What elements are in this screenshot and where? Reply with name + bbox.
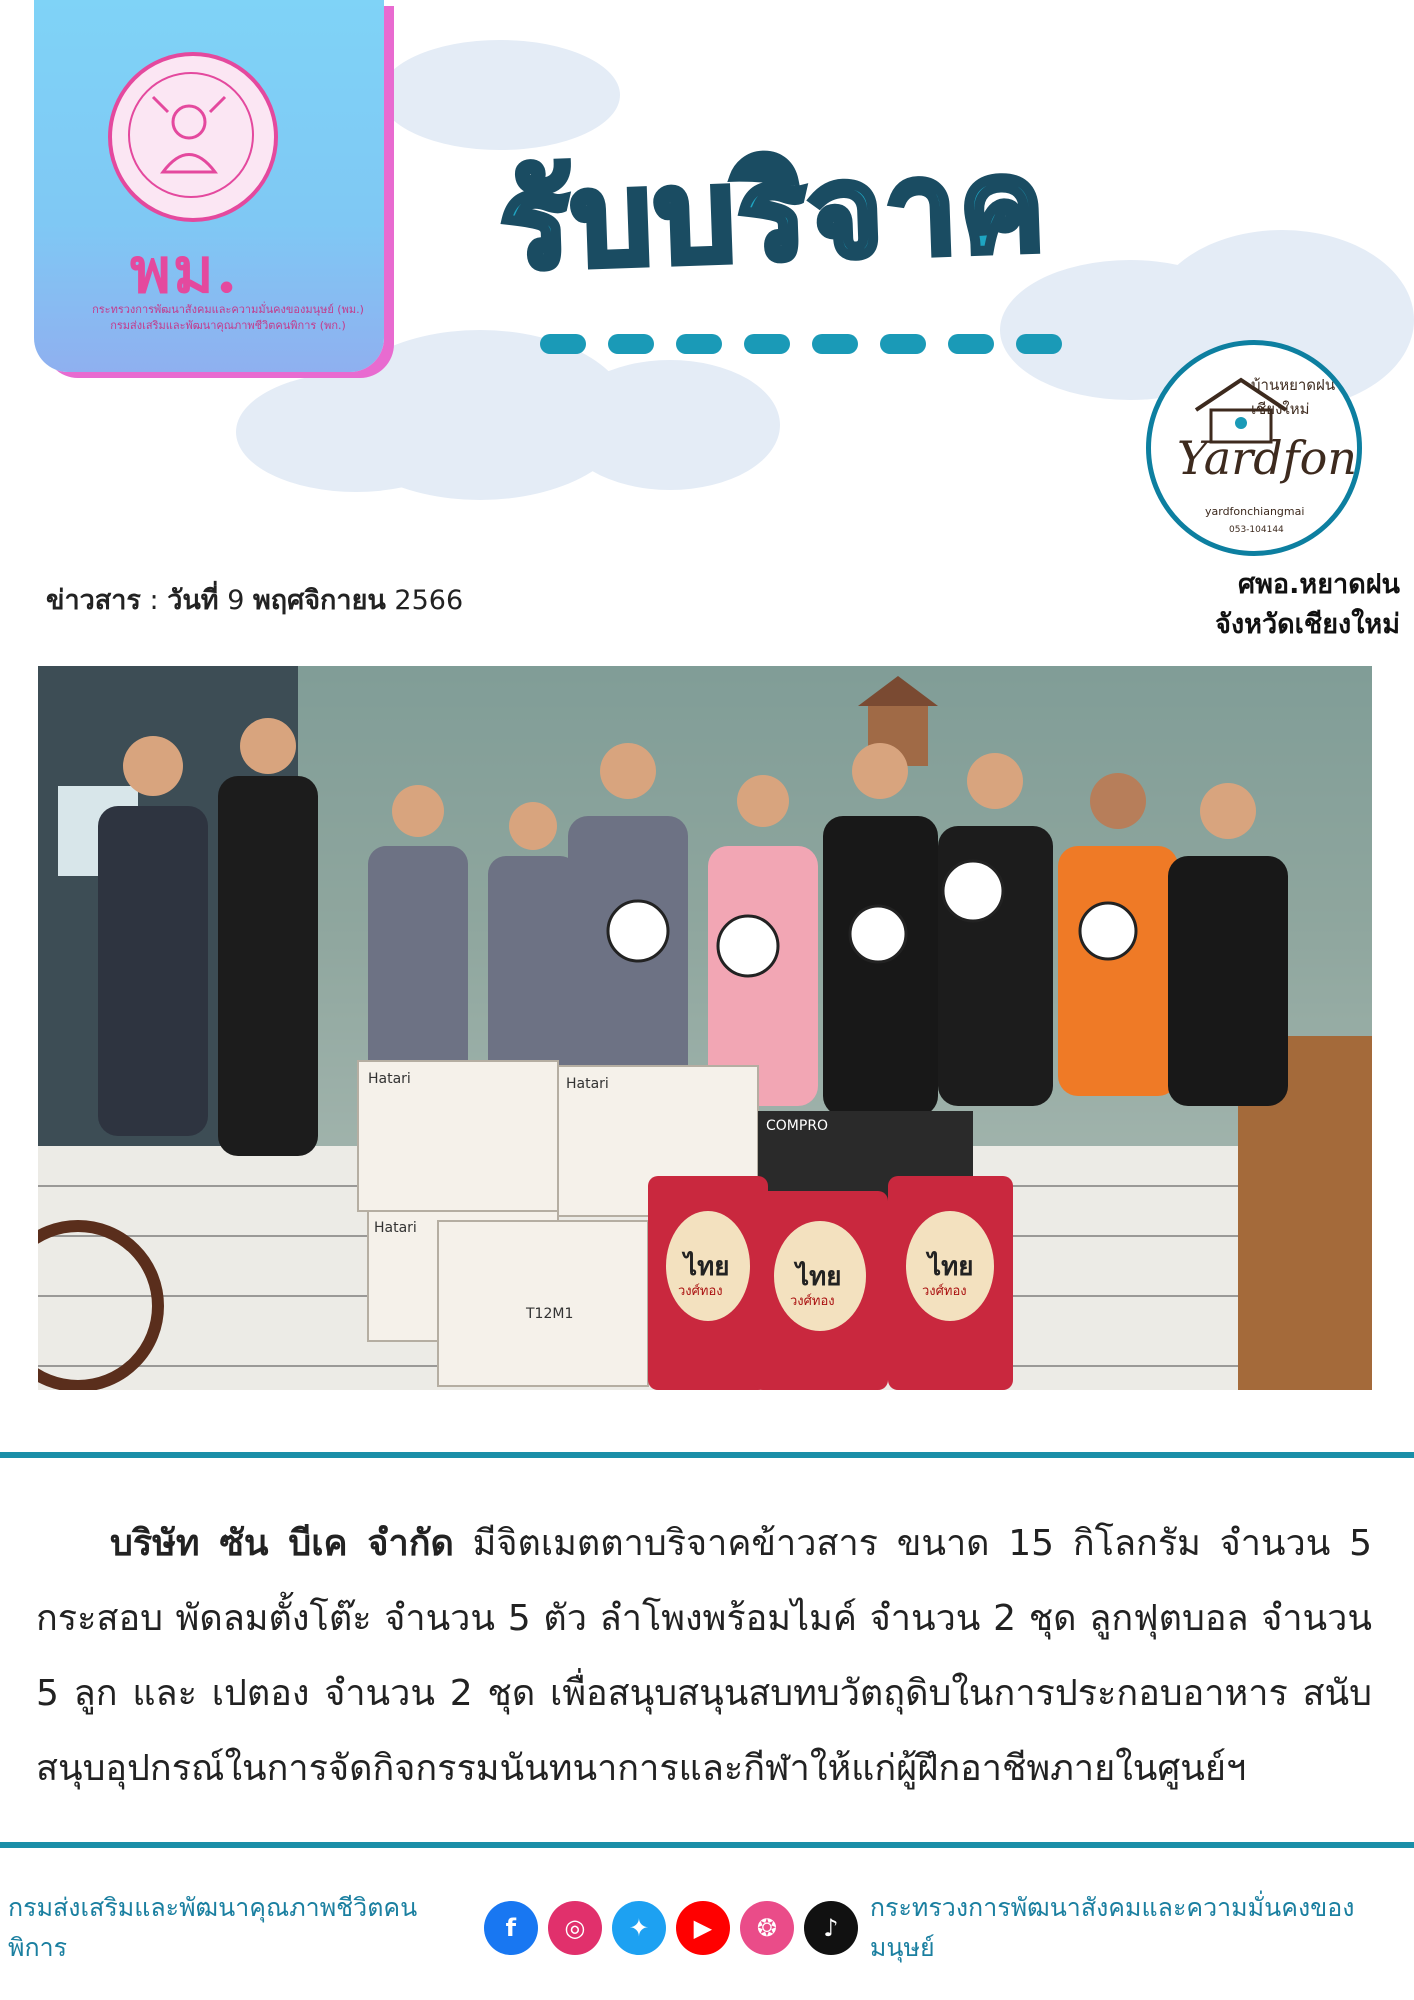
rice-brand-1: ไทย bbox=[684, 1252, 730, 1282]
social-icons bbox=[484, 1901, 858, 1955]
divider-bottom bbox=[0, 1842, 1414, 1848]
fan-box-brand-2: Hatari bbox=[566, 1076, 609, 1092]
page-title: รับบริจาค bbox=[497, 130, 1049, 299]
twitter-icon[interactable]: ✦ bbox=[612, 1901, 666, 1955]
facebook-icon[interactable]: f bbox=[484, 1901, 538, 1955]
date-month: พฤศจิกายน bbox=[252, 585, 386, 616]
fan-box-model: T12M1 bbox=[526, 1306, 574, 1322]
ministry-name-line1: กระทรวงการพัฒนาสังคมและความมั่นคงของมนุษย์ (พม.) bbox=[92, 303, 364, 316]
donor-company: บริษัท ซัน บีเค จำกัด bbox=[110, 1523, 454, 1564]
donation-text: มีจิตเมตตาบริจาคข้าวสาร ขนาด 15 กิโลกรัม จำนวน 5 กระสอบ พัดลมตั้งโต๊ะ จำนวน 5 ตัว ลำโพงพร้อมไมค์ จำนวน 2 ชุด ลูกฟุตบอล จำนวน 5 ลูก และ เปตอง จำนวน 2 ชุด เพื่อสนุบสนุนสบทบวัตถุดิบในการประกอบอาหาร สนับสนุบอุปกรณ์ในการจัดกิจกรรมนันทนาการและกีฬาให้แก่ผู้ฝึกอาชีพภายในศูนย์ฯ bbox=[36, 1523, 1373, 1789]
date-day: 9 bbox=[218, 585, 253, 616]
tiktok-icon[interactable]: ♪ bbox=[804, 1901, 858, 1955]
instagram-icon[interactable]: ◎ bbox=[548, 1901, 602, 1955]
news-date-line bbox=[46, 578, 463, 621]
fan-box-brand-3: Hatari bbox=[374, 1220, 417, 1236]
divider-top bbox=[0, 1452, 1414, 1458]
donation-photo bbox=[38, 666, 1372, 1390]
date-year: 2566 bbox=[385, 585, 464, 616]
yardfon-logo bbox=[1146, 340, 1362, 556]
date-prefix: วันที่ bbox=[167, 585, 219, 616]
rice-sub-2: วงศ์ทอง bbox=[790, 1294, 835, 1309]
ministry-name-line2: กรมส่งเสริมและพัฒนาคุณภาพชีวิตคนพิการ (พก.) bbox=[110, 319, 346, 332]
yardfon-name: Yardfon bbox=[1177, 431, 1358, 485]
dribbble-icon[interactable]: ❂ bbox=[740, 1901, 794, 1955]
rice-sub-1: วงศ์ทอง bbox=[678, 1284, 723, 1299]
footer-right-text: กระทรวงการพัฒนาสังคมและความมั่นคงของมนุษย์ bbox=[869, 1893, 1355, 1962]
org-name bbox=[1100, 565, 1400, 645]
ministry-seal-icon bbox=[108, 52, 278, 222]
rice-brand-3: ไทย bbox=[928, 1252, 974, 1282]
footer-bar bbox=[0, 1894, 1414, 1962]
yardfon-social: yardfonchiangmai bbox=[1205, 505, 1305, 518]
news-sep: : bbox=[140, 585, 168, 616]
fan-box-brand-1: Hatari bbox=[368, 1071, 411, 1087]
background-cloud bbox=[560, 360, 780, 490]
news-body bbox=[36, 1506, 1372, 1806]
org-name-line2: จังหวัดเชียงใหม่ bbox=[1215, 609, 1400, 640]
news-label: ข่าวสาร bbox=[46, 585, 141, 616]
footer-left-text: กรมส่งเสริมและพัฒนาคุณภาพชีวิตคนพิการ bbox=[8, 1893, 418, 1962]
rice-brand-2: ไทย bbox=[796, 1262, 842, 1292]
yardfon-phone: 053-104144 bbox=[1229, 525, 1284, 535]
org-name-line1: ศพอ.หยาดฝน bbox=[1238, 569, 1400, 600]
rice-sub-3: วงศ์ทอง bbox=[922, 1284, 967, 1299]
title-dots-decoration bbox=[540, 334, 1062, 354]
ministry-abbrev: พม. bbox=[130, 234, 240, 307]
ministry-logo-box bbox=[34, 0, 384, 372]
speaker-brand: COMPRO bbox=[766, 1118, 829, 1134]
youtube-icon[interactable]: ▶ bbox=[676, 1901, 730, 1955]
yardfon-top-text: บ้านหยาดฝน เชียงใหม่ bbox=[1251, 376, 1336, 418]
